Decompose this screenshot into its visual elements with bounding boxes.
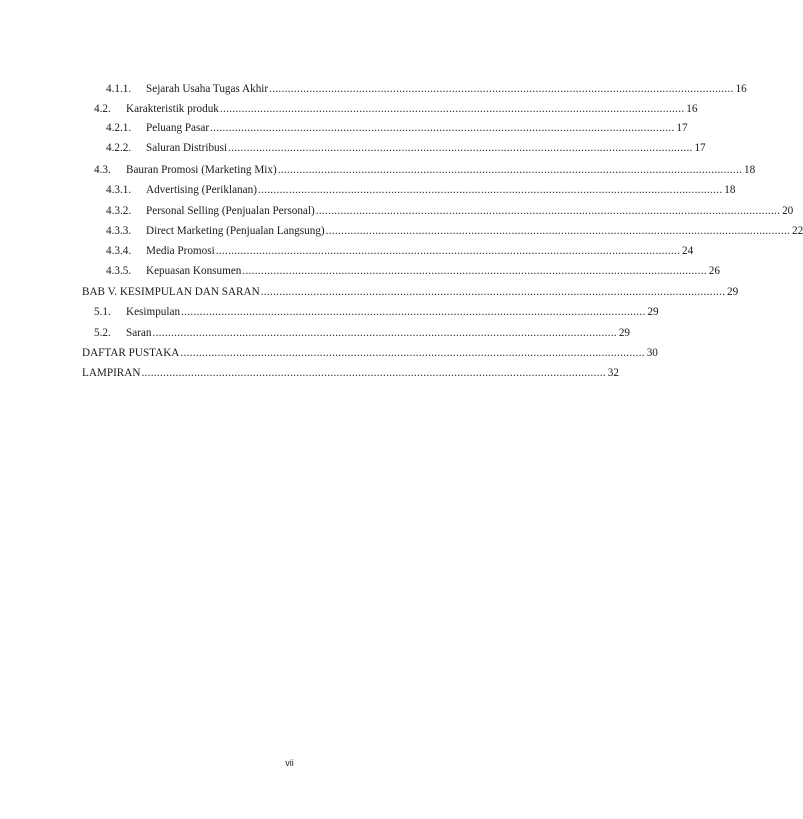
toc-entry-page: 18 (744, 164, 756, 176)
toc-entry-number: 4.3.3. (106, 225, 132, 237)
toc-entry-page: 30 (646, 346, 658, 359)
toc-entry (0, 80, 747, 98)
toc-entry-page: 20 (782, 204, 794, 217)
dot-leader: ...................................................................................................................................................... (257, 184, 723, 196)
toc-entry-number: 5.2. (94, 326, 111, 339)
toc-entry (0, 364, 619, 382)
toc-entry-number: 5.1. (94, 306, 111, 318)
dot-leader: ...................................................................................................................................................... (219, 102, 685, 115)
toc-entry-title: DAFTAR PUSTAKA (82, 346, 180, 359)
dot-leader: ...................................................................................................................................................... (269, 83, 734, 95)
toc-entry-number: 4.3.5. (106, 265, 132, 277)
toc-entry (0, 324, 631, 342)
dot-leader: ...................................................................................................................................................... (210, 122, 675, 134)
toc-entry-title: Bauran Promosi (Marketing Mix) (126, 164, 277, 176)
toc-entry-title: Kesimpulan (126, 306, 181, 318)
toc-entry (0, 139, 706, 157)
toc-entry-number: 4.3.2. (106, 204, 132, 217)
dot-leader: ...................................................................................................................................................... (180, 346, 645, 359)
dot-leader: ...................................................................................................................................................... (242, 265, 707, 277)
toc-entry-page: 16 (686, 102, 698, 115)
toc-entry (0, 242, 694, 260)
toc-entry-number: 4.3.4. (106, 245, 132, 257)
toc-entry-title: Direct Marketing (Penjualan Langsung) (146, 225, 325, 237)
toc-entry-page: 29 (618, 326, 631, 339)
page-number: vii (285, 758, 294, 768)
toc-entry-page: 16 (735, 83, 747, 95)
toc-entry-page: 32 (607, 367, 619, 379)
dot-leader: ...................................................................................................................................................... (141, 367, 606, 379)
dot-leader: ...................................................................................................................................................... (260, 286, 726, 298)
toc-entry-number: 4.2.1. (106, 122, 132, 134)
toc-entry (0, 161, 756, 179)
toc-entry-title: Sejarah Usaha Tugas Akhir (146, 83, 269, 95)
toc-entry-title: Peluang Pasar (146, 122, 210, 134)
toc-entry-title: Media Promosi (146, 245, 215, 257)
toc-entry-page: 29 (647, 306, 659, 318)
dot-leader: ...................................................................................................................................................... (315, 204, 781, 217)
toc-entry-page: 24 (682, 245, 694, 257)
toc-entry-title: BAB V. KESIMPULAN DAN SARAN (82, 286, 260, 298)
toc-entry-page: 18 (724, 184, 736, 196)
toc-entry-title: Kepuasan Konsumen (146, 265, 242, 277)
toc-entry-title: Saran (126, 326, 152, 339)
dot-leader: ...................................................................................................................................................... (152, 326, 618, 339)
toc-entry-title: Advertising (Periklanan) (146, 184, 257, 196)
toc-entry-title: Karakteristik produk (126, 102, 219, 115)
toc-entry-page: 29 (727, 286, 739, 298)
toc-entry (0, 283, 739, 301)
toc-entry (0, 100, 698, 118)
toc-entry-title: Saluran Distribusi (146, 142, 228, 154)
toc-entry-page: 22 (791, 225, 803, 237)
dot-leader: ...................................................................................................................................................... (215, 245, 681, 257)
dot-leader: ...................................................................................................................................................... (325, 225, 791, 237)
dot-leader: ...................................................................................................................................................... (228, 142, 693, 154)
toc-entry (0, 262, 720, 280)
toc-entry-title: Personal Selling (Penjualan Personal) (146, 204, 315, 217)
toc-entry (0, 344, 658, 362)
dot-leader: ...................................................................................................................................................... (181, 306, 646, 318)
toc-entry (0, 202, 794, 220)
toc-entry-page: 26 (708, 265, 720, 277)
toc-entry-number: 4.2. (94, 102, 111, 115)
toc-entry (0, 181, 736, 199)
toc-entry (0, 222, 803, 240)
toc-entry (0, 119, 688, 137)
toc-entry-number: 4.3.1. (106, 184, 132, 196)
toc-entry (0, 303, 659, 321)
toc-entry-number: 4.2.2. (106, 142, 132, 154)
toc-entry-number: 4.3. (94, 164, 111, 176)
toc-entry-page: 17 (676, 122, 688, 134)
toc-entry-number: 4.1.1. (106, 83, 132, 95)
toc-entry-title: LAMPIRAN (82, 367, 141, 379)
toc-entry-page: 17 (694, 142, 706, 154)
dot-leader: ...................................................................................................................................................... (277, 164, 743, 176)
